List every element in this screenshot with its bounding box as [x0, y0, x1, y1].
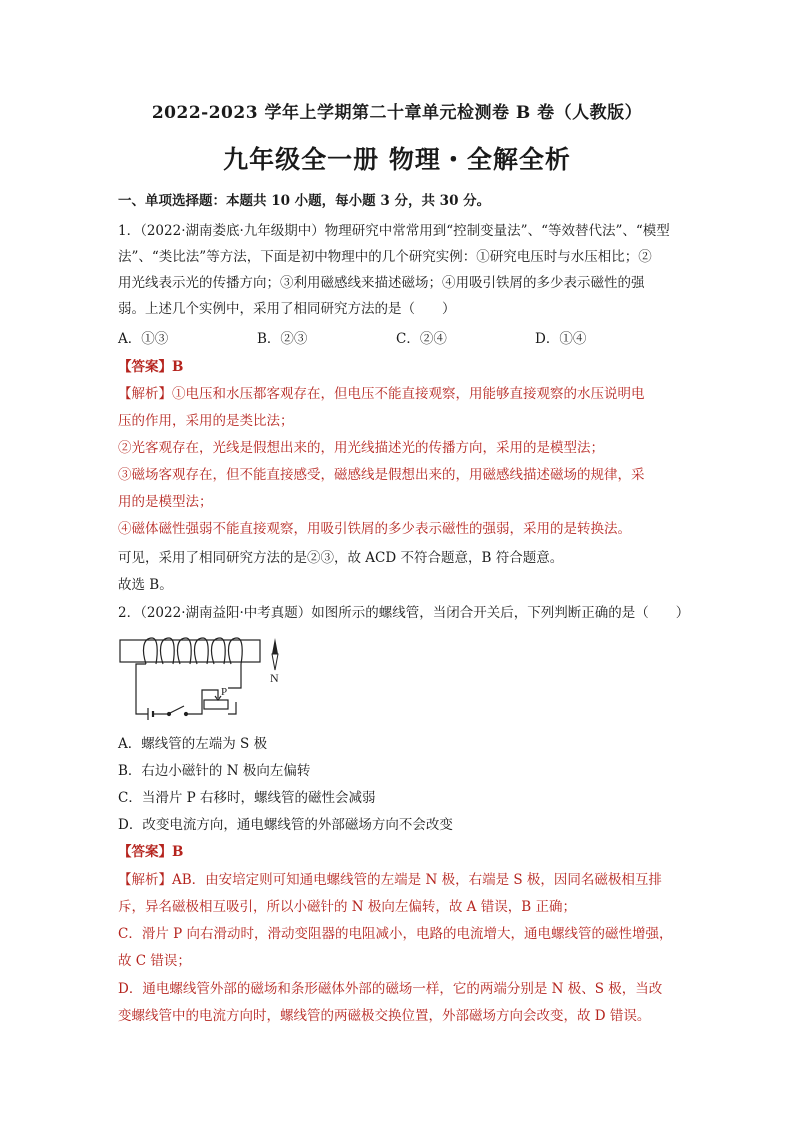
section-heading: 一、单项选择题：本题共 10 小题，每小题 3 分，共 30 分。 [118, 193, 491, 209]
q1-conclusion-line: 故选 B。 [118, 577, 173, 593]
q2-analysis-line: D．通电螺线管外部的磁场和条形磁体外部的磁场一样，它的两端分别是 N 极、S 极，当改 [118, 981, 663, 997]
q1-analysis-line: ②光客观存在，光线是假想出来的，用光线描述光的传播方向，采用的是模型法； [118, 440, 604, 456]
q1-option-b: B．②③ [257, 331, 308, 347]
q2-answer: 【答案】B [118, 844, 184, 860]
q2-option-d: D．改变电流方向，通电螺线管的外部磁场方向不会改变 [118, 817, 453, 833]
wire-right-bottom [228, 702, 236, 714]
q2-analysis-line: 变螺线管中的电流方向时，螺线管的两磁极交换位置，外部磁场方向会改变，故 D 错误。 [118, 1008, 651, 1024]
q1-answer: 【答案】B [118, 359, 184, 375]
q2-stem: 2．（2022·湖南益阳·中考真题）如图所示的螺线管，当闭合开关后，下列判断正确的是（ ） [118, 605, 690, 621]
q1-option-d: D．①④ [535, 331, 587, 347]
q1-stem-line: 用光线表示光的传播方向；③利用磁感线来描述磁场；④用吸引铁屑的多少表示磁性的强 [118, 275, 645, 291]
switch-lever [170, 706, 184, 713]
q1-analysis-line: 【解析】①电压和水压都客观存在，但电压不能直接观察，用能够直接观察的水压说明电 [118, 386, 645, 402]
q1-analysis-line: ④磁体磁性强弱不能直接观察，用吸引铁屑的多少表示磁性的强弱，采用的是转换法。 [118, 521, 631, 537]
q1-stem-line: 弱。上述几个实例中，采用了相同研究方法的是（ ） [118, 301, 456, 317]
q2-analysis-line: C．滑片 P 向右滑动时，滑动变阻器的电阻减小，电路的电流增大，通电螺线管的磁性增强， [118, 926, 673, 942]
q2-option-a: A．螺线管的左端为 S 极 [118, 736, 268, 752]
wire-right-top [228, 664, 241, 688]
slider-label: P [221, 686, 228, 698]
rheostat [204, 700, 228, 709]
q2-option-c: C．当滑片 P 右移时，螺线管的磁性会减弱 [118, 790, 376, 806]
q1-option-c: C．②④ [396, 331, 447, 347]
q1-stem-line: 法”、“类比法”等方法，下面是初中物理中的几个研究实例：①研究电压时与水压相比；② [118, 249, 652, 265]
solenoid-circuit-diagram [118, 632, 298, 724]
document-title: 2022-2023 学年上学期第二十章单元检测卷 B 卷（人教版） [151, 103, 643, 123]
document-subtitle: 九年级全一册 物理・全解全析 [223, 145, 571, 174]
q1-analysis-line: 用的是模型法； [118, 494, 213, 510]
q2-analysis-line: 斥，异名磁极相互吸引，所以小磁针的 N 极向左偏转，故 A 错误，B 正确； [118, 899, 576, 915]
q2-option-b: B．右边小磁针的 N 极向左偏转 [118, 763, 311, 779]
q1-stem-line: 1．（2022·湖南娄底·九年级期中）物理研究中常常用到“控制变量法”、“等效替代法”、“模型 [118, 223, 670, 239]
q2-analysis-line: 故 C 错误； [118, 953, 191, 969]
q1-option-a: A．①③ [118, 331, 169, 347]
compass-needle-icon [272, 638, 278, 670]
wire-left [136, 664, 148, 714]
q2-analysis-line: 【解析】AB．由安培定则可知通电螺线管的左端是 N 极，右端是 S 极，因同名磁极相互排 [118, 872, 662, 888]
q1-analysis-line: ③磁场客观存在，但不能直接感受，磁感线是假想出来的，用磁感线描述磁场的规律，采 [118, 467, 645, 483]
wire-to-slider [187, 702, 202, 714]
solenoid-coil [144, 638, 243, 664]
q1-analysis-line: 压的作用，采用的是类比法； [118, 413, 294, 429]
needle-n-label: N [270, 671, 279, 685]
q1-conclusion-line: 可见，采用了相同研究方法的是②③，故 ACD 不符合题意，B 符合题意。 [118, 550, 564, 566]
